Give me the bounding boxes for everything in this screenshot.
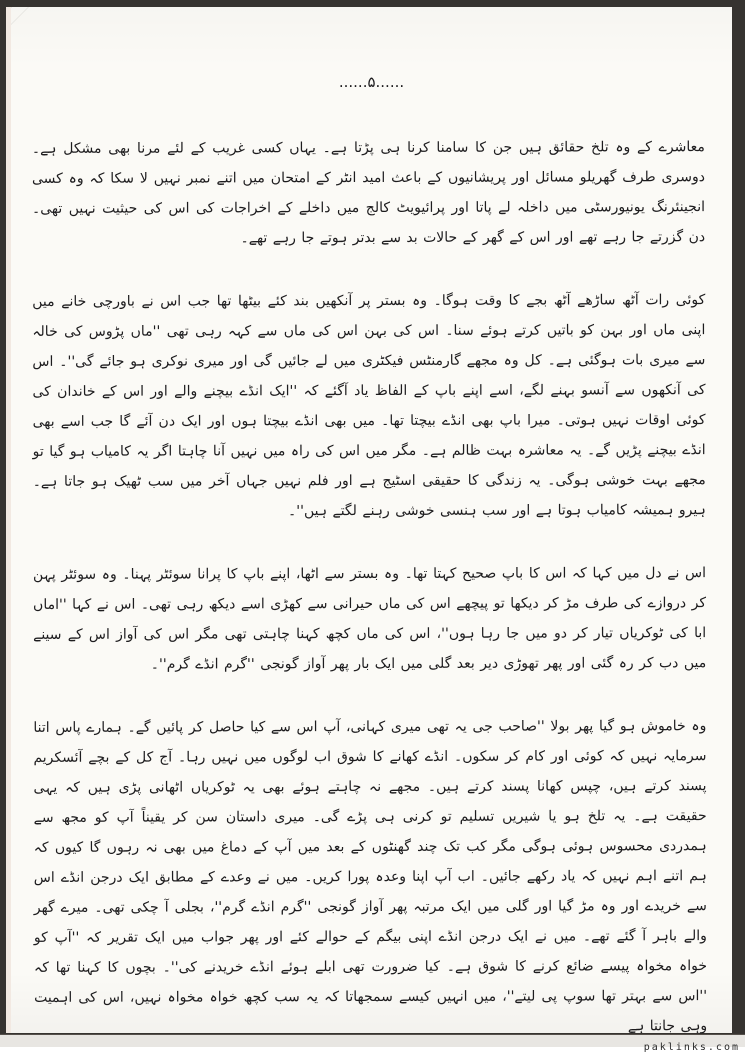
- page: [6, 7, 732, 1033]
- paragraph-3: اس نے دل میں کہا کہ اس کا باپ صحیح کہتا تھا۔ وہ بستر سے اٹھا، اپنے باپ کا پرانا سوئٹر پہنا۔ وہ سوئٹر پہن کر دروازے کی طرف مڑ کر دیکھا تو پیچھے اس کی ماں حیرانی سے کھڑی اسے دیکھ رہی تھی۔ اس نے کہا ''اماں ابا کی ٹوکریاں تیار کر دو میں جا رہا ہوں''، اس کی ماں کچھ کہنا چاہتی تھی مگر اس کی آواز اس کے سینے میں دب کر رہ گئی اور پھر تھوڑی دیر بعد گلی میں ایک بار پھر آواز گونجی ''گرم انڈے گرم''۔: [32, 565, 707, 673]
- paragraph-4: وہ خاموش ہو گیا پھر بولا ''صاحب جی یہ تھی میری کہانی، آپ اس سے کیا حاصل کر پائیں گے۔ ہمارے پاس اتنا سرمایہ نہیں کہ کوئی اور کام کر سکوں۔ انڈے کھانے کا شوق اب لوگوں میں نہیں رہا۔ آج کل کے بچے آئسکریم پسند کرتے ہیں، چپس کھانا پسند کرتے ہیں۔ مجھے نہ چاہتے ہوئے بھی یہ ٹوکریاں اٹھانی پڑی ہیں کہ یہی حقیقت ہے۔ یہ تلخ ہو یا شیریں تسلیم تو کرنی ہی پڑے گی۔ میری داستان سن کر یقیناً آپ کو مجھ سے ہمدردی محسوس ہوئی ہوگی مگر کب تک چند گھنٹوں کے بعد میں آپ کے دماغ میں بھی نہ رہوں گا کیوں کہ ہم اتنے اہم نہیں کہ یاد رکھے جائیں۔ اب آپ اپنا وعدہ پورا کریں۔ میں نے وعدے کے مطابق ایک درجن انڈے اس سے خریدے اور وہ مڑ گیا اور گلی میں ایک مرتبہ پھر آواز گونجی ''گرم انڈے گرم''، بجلی آ چکی تھی۔ میرے گھر والے باہر آ گئے تھے۔ میں نے ایک درجن انڈے اپنی بیگم کے حوالے کئے اور پھر جواب میں ایک تقریر کہ ''آپ کو خواہ مخواہ پیسے ضائع کرنے کا شوق ہے۔ کیا ضرورت تھی ابلے ہوئے انڈے خریدنے کی''۔ بچوں کا کہنا تھا کہ ''اس سے بہتر تھا سوپ پی لیتے''، میں انہیں کیسے سمجھاتا کہ یہ سب کچھ خواہ مخواہ نہیں، اس کی اہمیت وہی جانتا ہے: [33, 718, 708, 1035]
- page-number: ......۵......: [338, 73, 405, 91]
- paragraph-1: معاشرے کے وہ تلخ حقائق ہیں جن کا سامنا کرنا ہی پڑتا ہے۔ یہاں کسی غریب کے لئے مرنا بھی مشکل ہے۔ دوسری طرف گھریلو مسائل اور پریشانیوں کے باعث امید انٹر کے امتحان میں اتنے نمبر نہیں لا سکا کہ وہ کسی انجینئرنگ یونیورسٹی میں داخلہ لے پاتا اور پرائیویٹ کالج میں داخلے کے اخراجات کی اس کی حیثیت نہیں تھی۔ دن گزرتے جا رہے تھے اور اس کے گھر کے حالات بد سے بدتر ہوتے جا رہے تھے۔: [31, 139, 706, 247]
- paragraph-2: کوئی رات آٹھ ساڑھے آٹھ بجے کا وقت ہوگا۔ وہ بستر پر آنکھیں بند کئے بیٹھا تھا جب اس نے باورچی خانے میں اپنی ماں اور بہن کو باتیں کرتے ہوئے سنا۔ اس کی بہن اس کی ماں سے کہہ رہی تھی ''ماں پڑوس کی خالہ سے میری بات ہوگئی ہے۔ کل وہ مجھے گارمنٹس فیکٹری میں لے جائیں گی اور میری نوکری ہو جائے گی''۔ اس کی آنکھوں سے آنسو بہنے لگے، اسے اپنے باپ کے الفاظ یاد آگئے کہ ''ایک انڈے بیچنے والے اور اس کے خاندان کی کوئی اوقات نہیں ہوتی۔ میرا باپ بھی انڈے بیچتا تھا۔ میں بھی انڈے بیچتا ہوں اور ایک دن آئے گا جب اسے بھی انڈے بیچنے پڑیں گے۔ یہ معاشرہ بہت ظالم ہے۔ مگر میں اس کی راہ میں نہیں آنا چاہتا اگر یہ کامیاب ہو گیا تو مجھے بہت خوشی ہوگی۔ یہ زندگی کا حقیقی اسٹیج ہے اور فلم نہیں جہاں آخر میں سب ٹھیک ہو جاتا ہے۔ ہیرو ہمیشہ کامیاب ہوتا ہے اور سب ہنسی خوشی رہنے لگتے ہیں''۔: [32, 292, 706, 520]
- scan-crease-mark: [11, 7, 71, 67]
- watermark: paklinks.com: [643, 1042, 740, 1053]
- footer-strip: [0, 1034, 745, 1053]
- text-block: [10, 132, 733, 1043]
